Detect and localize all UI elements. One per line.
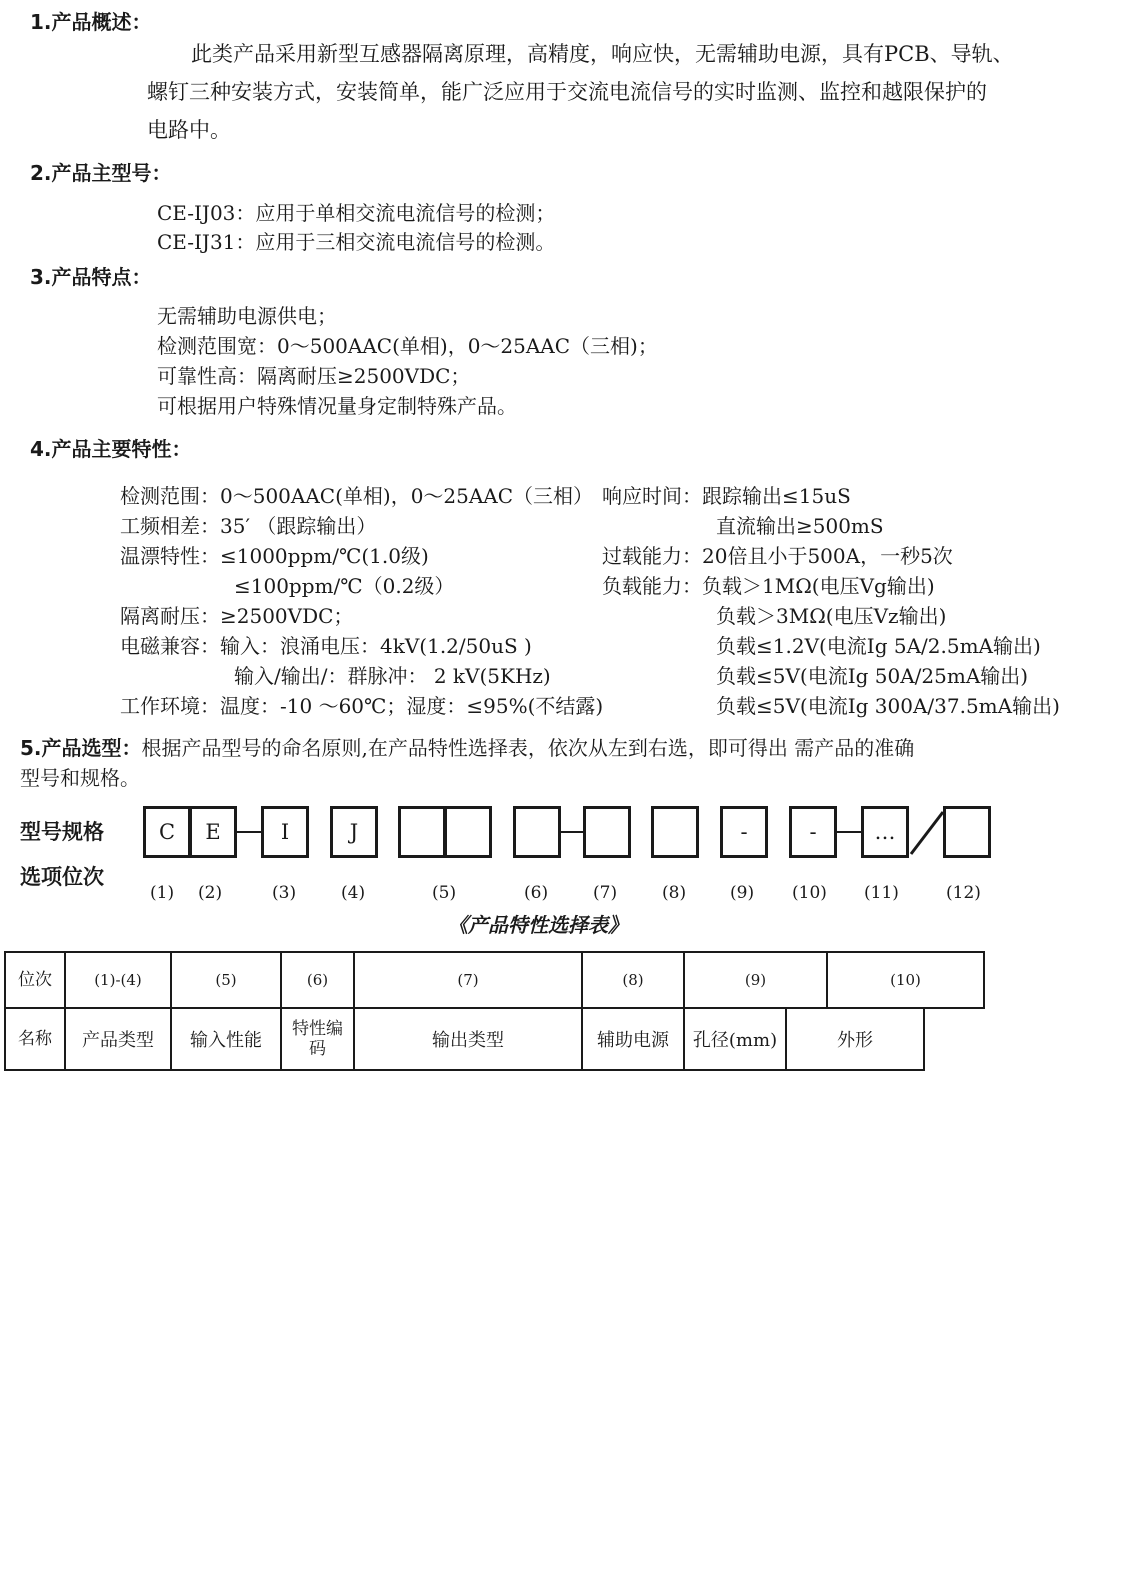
pos-label-12: (12): [946, 883, 981, 903]
header-pos-9: (9): [684, 952, 827, 1008]
col-input: 输入性能: [171, 1008, 281, 1070]
spec-right-1: 响应时间：跟踪输出≤15uS: [602, 484, 851, 508]
overview-line-1: 此类产品采用新型互感器隔离原理，高精度，响应快，无需辅助电源，具有PCB、导轨、: [191, 42, 1014, 66]
pos-label-4: (4): [341, 883, 366, 903]
code-box-8: [651, 806, 699, 858]
connector-line: [237, 831, 261, 833]
code-box-9: -: [720, 806, 768, 858]
spec-left-1: 检测范围：0～500AAC(单相)，0～25AAC（三相）: [120, 484, 594, 508]
code-box-4: J: [330, 806, 378, 858]
spec-left-5: 隔离耐压：≥2500VDC；: [120, 604, 354, 628]
col-hole: 孔径(mm): [684, 1008, 786, 1070]
code-box-5b: [444, 806, 492, 858]
code-box-5a: [398, 806, 446, 858]
spec-left-8: 工作环境：温度：-10 ～60℃；湿度：≤95%(不结露): [120, 694, 604, 718]
spec-left-2: 工频相差：35′ （跟踪输出）: [120, 514, 377, 538]
spec-left-3: 温漂特性：≤1000ppm/℃(1.0级): [120, 544, 429, 568]
spec-left-4: ≤100ppm/℃（0.2级）: [234, 574, 455, 598]
pos-label-10: (10): [792, 883, 827, 903]
header-pos-5: (5): [171, 952, 281, 1008]
spec-right-2: 直流输出≥500mS: [716, 514, 884, 538]
col-code: 特性编码: [281, 1008, 354, 1070]
pos-label-8: (8): [662, 883, 687, 903]
overview-line-2: 螺钉三种安装方式，安装简单，能广泛应用于交流电流信号的实时监测、监控和越限保护的: [147, 80, 987, 104]
spec-right-4: 负载能力：负载＞1MΩ(电压Vg输出): [602, 574, 935, 598]
connector-line: [837, 831, 861, 833]
header-pos-8: (8): [582, 952, 684, 1008]
col-product-type: 产品类型: [65, 1008, 171, 1070]
feature-line-4: 可根据用户特殊情况量身定制特殊产品。: [157, 394, 517, 418]
code-box-7: [583, 806, 631, 858]
pos-label-2: (2): [198, 883, 223, 903]
model-line-2: CE-IJ31：应用于三相交流电流信号的检测。: [157, 230, 556, 254]
feature-line-2: 检测范围宽：0～500AAC(单相)，0～25AAC（三相)；: [157, 334, 658, 358]
col-shape: 外形: [786, 1008, 924, 1070]
table-caption: 《产品特性选择表》: [448, 913, 628, 937]
section-5-title: 5.产品选型：: [20, 736, 142, 760]
pos-label-9: (9): [730, 883, 755, 903]
code-box-10: -: [789, 806, 837, 858]
header-pos-1-4: (1)-(4): [65, 952, 171, 1008]
section-3-title: 3.产品特点：: [30, 265, 152, 289]
spec-right-3: 过载能力：20倍且小于500A，一秒5次: [602, 544, 953, 568]
overview-line-3: 电路中。: [147, 118, 231, 142]
header-pos-10: (10): [827, 952, 984, 1008]
code-box-2: E: [189, 806, 237, 858]
code-box-1: C: [143, 806, 191, 858]
model-line-1: CE-IJ03：应用于单相交流电流信号的检测；: [157, 201, 556, 225]
spec-right-8: 负载≤5V(电流Ig 300A/37.5mA输出): [716, 694, 1060, 718]
header-pos-7: (7): [354, 952, 582, 1008]
position-label: 选项位次: [20, 865, 104, 889]
section-5-text-2: 型号和规格。: [20, 766, 140, 790]
connector-line: [561, 831, 583, 833]
col-aux: 辅助电源: [582, 1008, 684, 1070]
pos-label-5: (5): [432, 883, 457, 903]
pos-label-1: (1): [150, 883, 175, 903]
code-box-3: I: [261, 806, 309, 858]
model-spec-label: 型号规格: [20, 820, 104, 844]
feature-line-3: 可靠性高：隔离耐压≥2500VDC；: [157, 364, 471, 388]
header-name: 名称: [5, 1008, 65, 1070]
spec-right-7: 负载≤5V(电流Ig 50A/25mA输出): [716, 664, 1029, 688]
slash-separator: [907, 806, 947, 858]
header-position: 位次: [5, 952, 65, 1008]
pos-label-11: (11): [864, 883, 899, 903]
section-2-title: 2.产品主型号：: [30, 161, 172, 185]
header-pos-6: (6): [281, 952, 354, 1008]
spec-right-5: 负载＞3MΩ(电压Vz输出): [716, 604, 947, 628]
section-1-title: 1.产品概述：: [30, 10, 152, 34]
pos-label-6: (6): [524, 883, 549, 903]
pos-label-7: (7): [593, 883, 618, 903]
section-5-text: 根据产品型号的命名原则,在产品特性选择表，依次从左到右选，即可得出 需产品的准确: [141, 736, 915, 760]
spec-left-7: 输入/输出/：群脉冲： 2 kV(5KHz): [234, 664, 551, 688]
code-box-6: [513, 806, 561, 858]
code-box-12: [943, 806, 991, 858]
spec-left-6: 电磁兼容：输入：浪涌电压：4kV(1.2/50uS ): [120, 634, 532, 658]
col-output: 输出类型: [354, 1008, 582, 1070]
code-box-11: …: [861, 806, 909, 858]
pos-label-3: (3): [272, 883, 297, 903]
feature-line-1: 无需辅助电源供电；: [157, 304, 337, 328]
spec-right-6: 负载≤1.2V(电流Ig 5A/2.5mA输出): [716, 634, 1041, 658]
section-4-title: 4.产品主要特性：: [30, 437, 192, 461]
selection-table: [4, 951, 1146, 1071]
section-5-intro: [20, 732, 914, 761]
